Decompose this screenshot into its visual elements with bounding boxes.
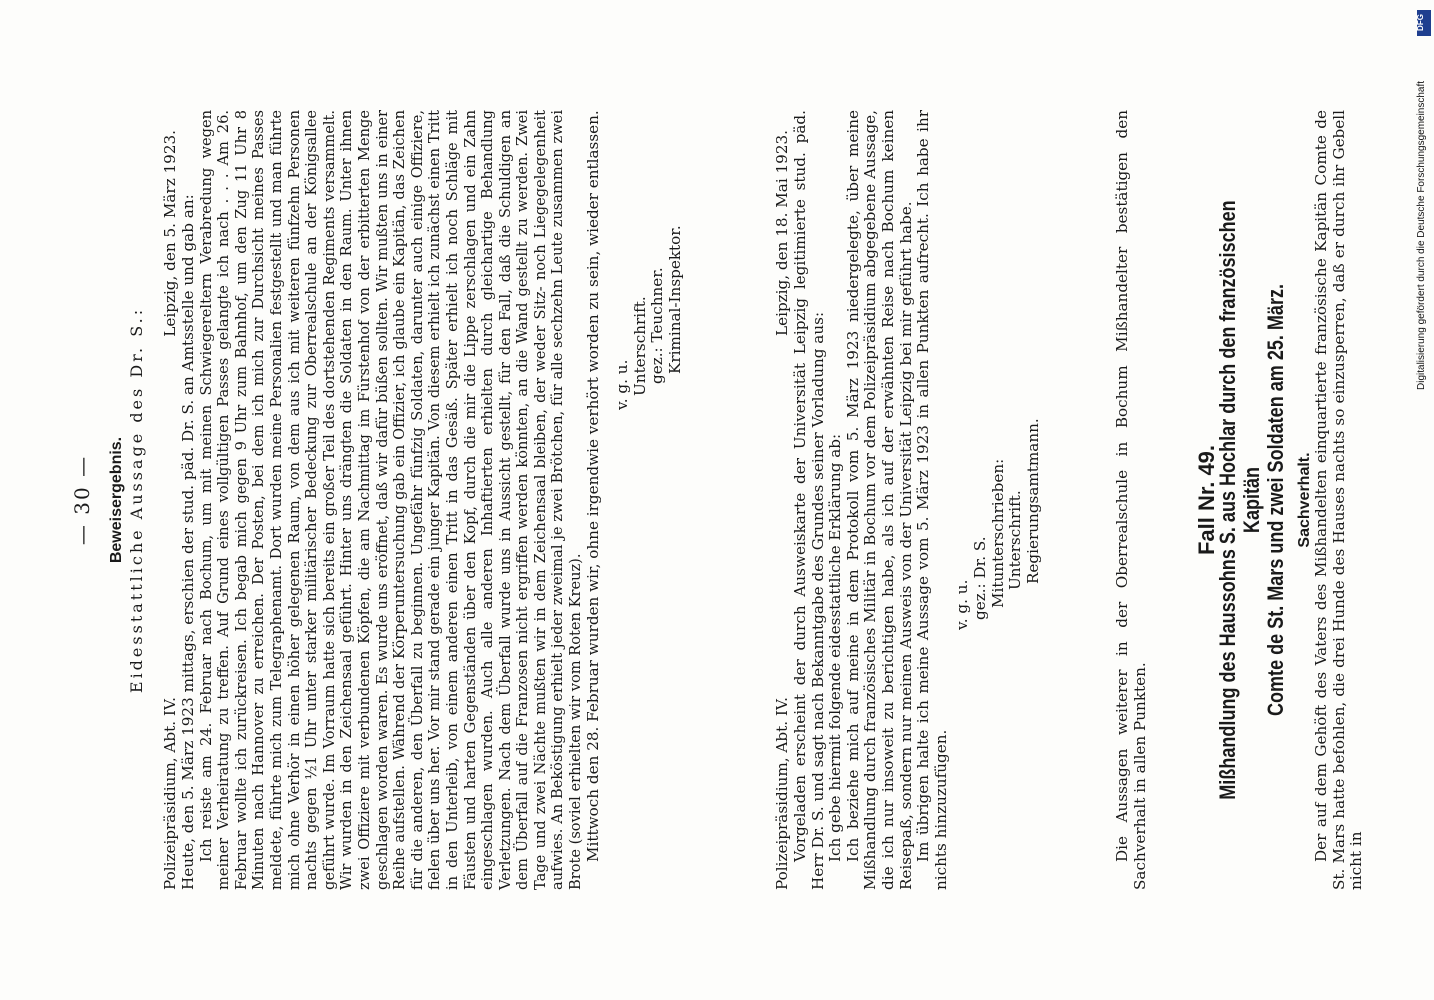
first-statement-date: Leipzig, den 5. März 1923. — [161, 130, 179, 337]
case-title-line: Mißhandlung des Haussohns S. aus Hochlar durch den französischen Kapitän — [1214, 200, 1264, 800]
signature-line: gez.: Teuchner. — [648, 267, 667, 384]
second-statement — [774, 110, 1042, 890]
second-statement-paragraph: Ich beziehe mich auf meine in dem Protokoll vom 5. März 1923 niedergelegte, über meine Mißhandlung durch französisches Militär in Bochum vor dem Polizeipräsidium abgegebene Aussage, die ich nur insoweit zu berichtigen habe, als ich auf der erwähnten Reise nach Bochum keinen Reisepaß, sondern nur meinen Ausweis von der Universität Leipzig bei mir geführt habe. — [843, 110, 915, 890]
first-statement-authority: Polizeipräsidium, Abt. IV. — [161, 696, 179, 890]
credit-text: Digitalisierung gefördert durch die Deutsche Forschungsgemeinschaft — [1416, 80, 1427, 390]
second-statement-date: Leipzig, den 18. Mai 1923. — [773, 130, 791, 336]
signature-line: v. g. u. — [613, 359, 632, 410]
signature-line: Unterschrift. — [1006, 490, 1025, 590]
case-section — [1194, 110, 1366, 890]
section-subheading: Eidesstattliche Aussage des Dr. S.: — [126, 306, 146, 694]
closing-paragraph: Die Aussagen weiterer in der Oberrealschule in Bochum Mißhandelter bestätigen den Sachverhalt in allen Punkten. — [1113, 110, 1149, 890]
document-page — [50, 0, 1366, 1000]
case-text: Der auf dem Gehöft des Vaters des Mißhandelten einquartierte französische Kapitän Comte de St. Mars hatte befohlen, die drei Hunde des Hauses nachts so einzusperren, daß er durch ihr Gebell nicht in — [1312, 110, 1366, 890]
evidence-section — [108, 110, 145, 890]
signature-line: v. g. u. — [953, 579, 972, 630]
signature-line: gez.: Dr. S. — [970, 536, 989, 620]
signature-line: Mitunterschrieben: — [988, 458, 1007, 608]
dfg-logo: DFG — [1417, 10, 1431, 36]
signature-line: Unterschrift. — [630, 296, 649, 396]
second-statement-paragraph: Im übrigen halte ich meine Aussage vom 5. März 1923 in allen Punkten aufrecht. Ich habe ihr nichts hinzuzufügen. — [914, 110, 950, 890]
case-section-heading: Sachverhalt. — [1295, 452, 1313, 548]
section-heading: Beweisergebnis. — [108, 436, 125, 564]
case-number: Fall Nr. 49. — [1194, 444, 1219, 556]
digitization-credit — [1416, 10, 1434, 390]
first-statement-paragraph: Heute, den 5. März 1923 mittags, erschien der stud. päd. Dr. S. an Amtsstelle und gab an: — [179, 194, 197, 890]
signature-line: Kriminal-Inspektor. — [666, 225, 685, 374]
first-statement — [162, 110, 685, 890]
second-statement-authority: Polizeipräsidium, Abt. IV. — [773, 696, 791, 890]
case-title-line: Comte de St. Mars und zwei Soldaten am 25. März. — [1262, 283, 1288, 717]
closing-paragraph-block — [1114, 110, 1149, 890]
first-statement-signatures — [614, 110, 684, 410]
second-statement-paragraph: Vorgeladen erscheint der durch Ausweiskarte der Universität Leipzig legitimierte stud. päd. Herr Dr. S. und sagt nach Bekanntgabe des Grundes seiner Vorladung aus: — [791, 110, 827, 890]
second-statement-signatures — [954, 110, 1042, 630]
page-number: — 30 — — [70, 454, 94, 546]
signature-line: Regierungsamtmann. — [1023, 418, 1042, 584]
first-statement-paragraph: Ich reiste am 24. Februar nach Bochum, um mit meinen Schwiegereltern Verabredung wegen meiner Verheiratung zu treffen. Auf Grund eines vollgültigen Passes gelangte ich nach . . . Am 26. Februar wollte ich zurückreisen. Ich begab mich gegen 9 Uhr zum Bahnhof, um den Zug 11 Uhr 8 Minuten nach Hannover zu erreichen. Der Posten, bei dem ich mich zur Durchsicht meines Passes meldete, führte mich zum Telegraphenamt. Dort wurden meine Personalien festgestellt und man führte mich ohne Verhör in einen höher gelegenen Raum, von dem aus ich mit weiteren fünfzehn Personen nachts gegen ½1 Uhr unter starker militärischer Bedeckung zur Oberrealschule an der Königsallee geführt wurde. Im Vorraum hatte sich bereits ein großer Teil des dortstehenden Regiments versammelt. Wir wurden in den Zeichensaal geführt. Hinter uns drängten die Soldaten in den Raum. Unter ihnen zwei Offiziere mit verbundenen Köpfen, die am Nachmittag im Fürstenhof von der erbitterten Menge geschlagen worden waren. Es wurde uns eröffnet, daß wir dafür büßen sollten. Wir mußten uns in einer Reihe aufstellen. Während der Körperuntersuchung gab ein Offizier, ich glaube ein Kapitän, das Zeichen für die anderen, den Überfall zu beginnen. Ungefähr fünfzig Soldaten, darunter auch einige Offiziere, fielen über uns her. Vor mir stand gerade ein junger Kapitän. Von diesem erhielt ich zunächst einen Tritt in den Unterleib, von einem anderen einen Tritt in das Gesäß. Später erhielt ich noch Schläge mit Fäusten und harten Gegenständen über den Kopf, durch die mir die Lippe zerschlagen und ein Zahn eingeschlagen wurden. Auch alle anderen Inhaftierten erhielten durch gleichartige Behandlung Verletzungen. Nach dem Überfall wurde uns in Aussicht gestellt, für den Fall, daß die Schuldigen an dem Überfall auf die Franzosen nicht ergriffen werden könnten, an die Wand gestellt zu werden. Zwei Tage und zwei Nächte mußten wir in dem Zeichensaal bleiben, der weder Sitz- noch Liegegelegenheit aufwies. An Beköstigung erhielt jeder zweimal je zwei Brötchen, für alle sechzehn Leute zusammen zwei Brote (soviel erhielten wir vom Roten Kreuz). — [197, 110, 585, 890]
first-statement-paragraph: Mittwoch den 28. Februar wurden wir, ohne irgendwie verhört worden zu sein, wieder entlassen. — [583, 110, 602, 862]
second-statement-paragraph: Ich gebe hiermit folgende eidesstattliche Erklärung ab: — [826, 433, 845, 862]
